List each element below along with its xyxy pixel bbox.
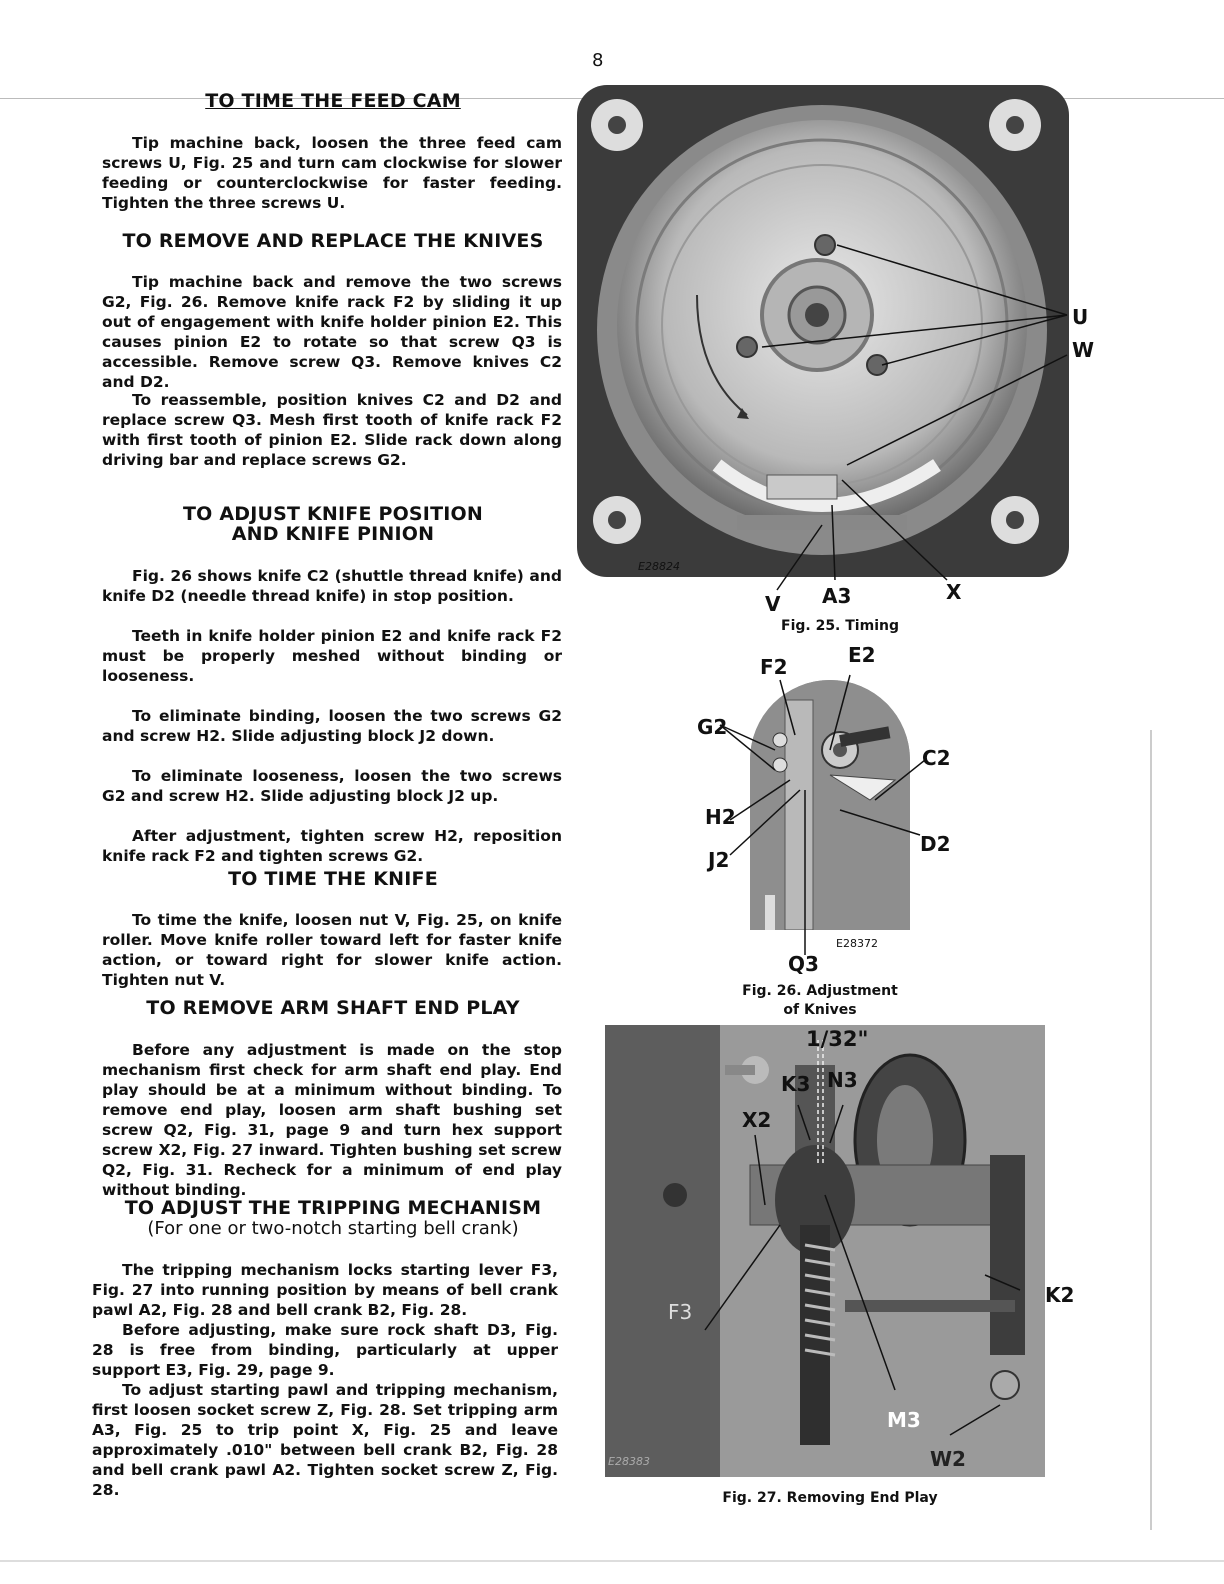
fig25-photo-code: E28824 xyxy=(638,560,680,573)
fig27-caption: Fig. 27. Removing End Play xyxy=(722,1490,938,1506)
fig26-label-c2: C2 xyxy=(922,746,951,770)
page-number: 8 xyxy=(592,50,604,71)
fig27-photo-code: E28383 xyxy=(608,1455,650,1468)
fig26-label-j2: J2 xyxy=(708,848,730,872)
fig26-photo-code: E28372 xyxy=(836,937,878,950)
para-knife-position-5: After adjustment, tighten screw H2, reposition knife rack F2 and tighten screws G2. xyxy=(102,827,562,865)
fig26-label-h2: H2 xyxy=(705,805,736,829)
bottom-rule xyxy=(0,1560,1224,1562)
fig26-label-g2: G2 xyxy=(697,715,728,739)
heading-knife-position-line1: TO ADJUST KNIFE POSITION xyxy=(183,503,483,525)
right-edge-line xyxy=(1150,730,1152,1530)
fig27-label-m3: M3 xyxy=(887,1408,921,1432)
para-tripping-1: The tripping mechanism locks starting lever F3, Fig. 27 into running position by means of bell crank pawl A2, Fig. 28 and bell crank B2, Fig. 28. xyxy=(92,1261,558,1319)
para-knife-position-4: To eliminate looseness, loosen the two screws G2 and screw H2. Slide adjusting block J2 up. xyxy=(102,767,562,805)
heading-knife-position xyxy=(100,504,566,544)
para-knife-position-3: To eliminate binding, loosen the two screws G2 and screw H2. Slide adjusting block J2 down. xyxy=(102,707,562,745)
para-tripping-2: Before adjusting, make sure rock shaft D3, Fig. 28 is free from binding, particularly at upper support E3, Fig. 29, page 9. xyxy=(92,1321,558,1379)
fig25-leaders xyxy=(577,85,1097,605)
fig26-leaders xyxy=(690,640,950,960)
fig25-label-w: W xyxy=(1072,338,1095,362)
para-time-knife: To time the knife, loosen nut V, Fig. 25, on knife roller. Move knife roller toward left for faster knife action, or toward right for slower knife action. Tighten nut V. xyxy=(102,911,562,989)
heading-tripping: TO ADJUST THE TRIPPING MECHANISM xyxy=(124,1197,542,1219)
heading-feed-cam: TO TIME THE FEED CAM xyxy=(205,90,461,112)
fig26-caption xyxy=(720,982,920,1020)
fig27-label-w2: W2 xyxy=(930,1447,966,1471)
fig27-label-k3: K3 xyxy=(781,1072,811,1096)
heading-knife-position-line2: AND KNIFE PINION xyxy=(231,523,435,545)
para-tripping-3: To adjust starting pawl and tripping mechanism, first loosen socket screw Z, Fig. 28. Set tripping arm A3, Fig. 25 to trip point X, Fig. 25 and leave approximately .010" between bell crank B2, Fig. 28 and bell crank pawl A2. Tighten socket screw Z, Fig. 28. xyxy=(92,1381,558,1499)
fig26-label-q3: Q3 xyxy=(788,952,819,976)
fig25-caption: Fig. 25. Timing xyxy=(781,618,899,634)
fig27-label-n3: N3 xyxy=(827,1068,858,1092)
para-knife-position-2: Teeth in knife holder pinion E2 and knife rack F2 must be properly meshed without binding or looseness. xyxy=(102,627,562,685)
para-feed-cam: Tip machine back, loosen the three feed cam screws U, Fig. 25 and turn cam clockwise for slower feeding or counterclockwise for faster feeding. Tighten the three screws U. xyxy=(102,134,562,212)
para-end-play: Before any adjustment is made on the stop mechanism first check for arm shaft end play. End play should be at a minimum without binding. To remove end play, loosen arm shaft bushing set screw Q2, Fig. 31, page 9 and turn hex support screw X2, Fig. 27 inward. Tighten bushing set screw Q2, Fig. 31. Recheck for a minimum of end play without binding. xyxy=(102,1041,562,1199)
fig26-label-e2: E2 xyxy=(848,643,876,667)
fig25-label-u: U xyxy=(1072,305,1089,329)
para-knives-1: Tip machine back and remove the two screws G2, Fig. 26. Remove knife rack F2 by sliding it up out of engagement with knife holder pinion E2. This causes pinion E2 to rotate so that screw Q3 is accessible. Remove screw Q3. Remove knives C2 and D2. xyxy=(102,273,562,391)
fig27-label-gap: 1/32" xyxy=(806,1027,869,1051)
fig26-caption-line1: Fig. 26. Adjustment xyxy=(742,983,898,999)
fig27-label-x2: X2 xyxy=(742,1108,772,1132)
fig25-label-x: X xyxy=(946,580,962,604)
para-knives-2: To reassemble, position knives C2 and D2 and replace screw Q3. Mesh first tooth of knife rack F2 with first tooth of pinion E2. Slide rack down along driving bar and replace screws G2. xyxy=(102,391,562,469)
fig26-label-f2: F2 xyxy=(760,655,788,679)
fig26-label-d2: D2 xyxy=(920,832,951,856)
fig25-label-a3: A3 xyxy=(822,584,852,608)
fig27-label-k2: K2 xyxy=(1045,1283,1075,1307)
para-knife-position-1: Fig. 26 shows knife C2 (shuttle thread knife) and knife D2 (needle thread knife) in stop position. xyxy=(102,567,562,605)
fig26-caption-line2: of Knives xyxy=(783,1002,857,1018)
heading-end-play: TO REMOVE ARM SHAFT END PLAY xyxy=(146,997,520,1019)
fig27-label-f3: F3 xyxy=(668,1300,693,1324)
fig25-label-v: V xyxy=(765,592,781,616)
heading-knives: TO REMOVE AND REPLACE THE KNIVES xyxy=(122,230,544,252)
heading-time-knife: TO TIME THE KNIFE xyxy=(228,868,438,890)
subheading-tripping: (For one or two-notch starting bell crank) xyxy=(147,1218,519,1239)
